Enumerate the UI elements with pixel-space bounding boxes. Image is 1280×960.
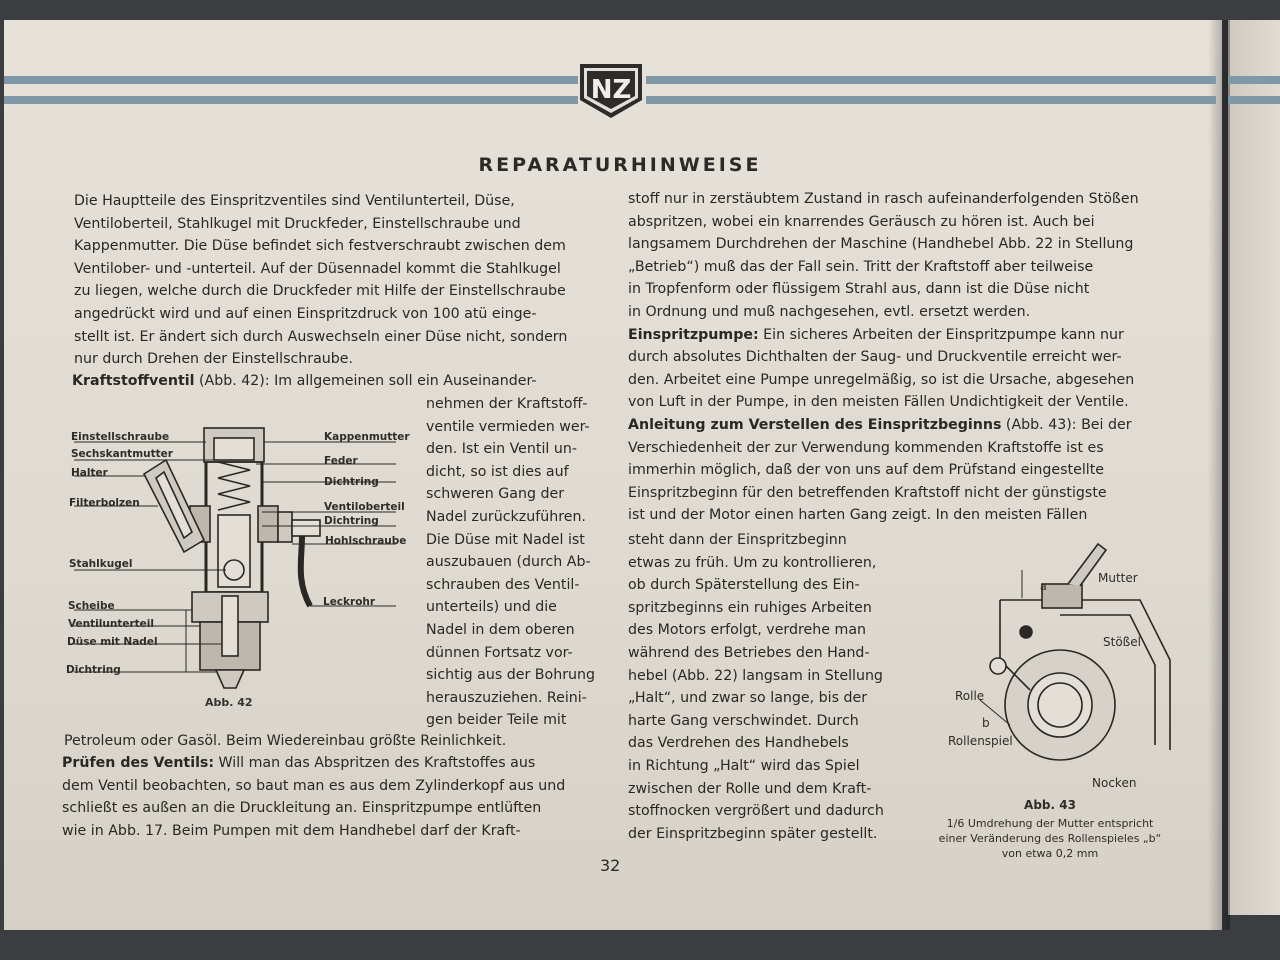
figure-43-cam-drawing: [930, 540, 1190, 790]
pruefen-line: schließt es außen an die Druckleitung an. Einspritzpumpe entlüften: [62, 800, 542, 817]
intro-line: zu liegen, welche durch die Druckfeder mit Hilfe der Einstellschraube: [74, 283, 566, 300]
intro-paragraph: [74, 190, 602, 371]
fig43-note-line: von etwa 0,2 mm: [1001, 847, 1099, 860]
narrow-line: Nadel in dem oberen: [426, 621, 575, 638]
right-line: stoff nur in zerstäubtem Zustand in rasch aufeinanderfolgenden Stößen: [628, 191, 1139, 207]
anleitung-line: Einspritzbeginn für den betreffenden Kraftstoff nicht der günstigste: [628, 484, 1107, 501]
fig42-label: Sechskantmutter: [71, 448, 173, 460]
kraftstoff-heading: Kraftstoffventil: [72, 373, 195, 389]
narrow-line: dicht, so ist dies auf: [426, 463, 569, 480]
fig43-label: Mutter: [1098, 571, 1138, 585]
fig42-label: Hohlschraube: [325, 535, 407, 547]
page-title: REPARATURHINWEISE: [478, 154, 762, 176]
right-line: abspritzen, wobei ein knarrendes Geräusch zu hören ist. Auch bei: [628, 213, 1095, 230]
narrow-line: ventile vermieden wer-: [426, 418, 590, 435]
next-page-edge: [1228, 20, 1280, 915]
fig43-label: Nocken: [1092, 776, 1137, 790]
header-stripe-right: [646, 76, 1216, 84]
pruefen-line: wie in Abb. 17. Beim Pumpen mit dem Handhebel darf der Kraft-: [62, 822, 521, 839]
page-fold-shadow: [1208, 20, 1230, 930]
pumpe-line: Ein sicheres Arbeiten der Einspritzpumpe kann nur: [758, 326, 1124, 343]
pumpe-line: den. Arbeitet eine Pumpe unregelmäßig, so ist die Ursache, abgesehen: [628, 371, 1135, 388]
fig43-caption: Abb. 43: [1024, 798, 1076, 812]
pruefen-paragraph: [62, 752, 602, 842]
narrow-right-line: zwischen der Rolle und dem Kraft-: [628, 780, 872, 797]
intro-line: angedrückt wird und auf einen Einspritzdruck von 100 atü einge-: [74, 305, 537, 322]
fig42-label: Filterbolzen: [69, 497, 140, 509]
right-narrow-paragraph: [628, 529, 900, 845]
fig43-label: Rollenspiel: [948, 734, 1013, 748]
pruefen-heading: Prüfen des Ventils:: [62, 755, 215, 771]
intro-line: stellt ist. Er ändert sich durch Auswechseln einer Düse nicht, sondern: [74, 328, 568, 345]
pumpe-line: durch absolutes Dichthalten der Saug- und Druckventile erreicht wer-: [628, 349, 1122, 366]
fig42-label: Dichtring: [324, 515, 379, 527]
next-page-stripe: [1228, 76, 1280, 84]
kraftstoff-narrow-text: [426, 393, 602, 732]
fig42-label: Dichtring: [324, 476, 379, 488]
pruefen-line: dem Ventil beobachten, so baut man es aus dem Zylinderkopf aus und: [62, 777, 566, 794]
header-stripe-right-2: [646, 96, 1216, 104]
fig42-caption: Abb. 42: [205, 696, 253, 709]
header-stripe-left: [4, 76, 578, 84]
intro-line: Die Hauptteile des Einspritzventiles sind Ventilunterteil, Düse,: [74, 193, 515, 209]
narrow-line: auszubauen (durch Ab-: [426, 554, 591, 571]
right-line: „Betrieb“) muß das der Fall sein. Tritt der Kraftstoff aber teilweise: [628, 258, 1094, 275]
narrow-right-line: des Motors erfolgt, verdrehe man: [628, 622, 867, 639]
intro-line: nur durch Drehen der Einstellschraube.: [74, 351, 354, 368]
narrow-line: Die Düse mit Nadel ist: [426, 531, 585, 548]
fig42-label: Ventilunterteil: [68, 618, 154, 630]
fig42-label: Leckrohr: [323, 596, 376, 608]
narrow-right-line: spritzbeginns ein ruhiges Arbeiten: [628, 599, 872, 616]
nz-logo: [576, 60, 646, 120]
fig43-note-line: 1/6 Umdrehung der Mutter entspricht: [946, 817, 1154, 830]
fig42-label: Einstellschraube: [71, 431, 170, 443]
narrow-line: schrauben des Ventil-: [426, 576, 580, 593]
anleitung-line: immerhin möglich, daß der von uns auf dem Prüfstand eingestellte: [628, 462, 1105, 479]
page-number: 32: [600, 856, 621, 875]
anleitung-heading: Anleitung zum Verstellen des Einspritzbeginns: [628, 416, 1002, 433]
fig43-note-line: einer Veränderung des Rollenspieles „b“: [938, 832, 1162, 845]
narrow-line: nehmen der Kraftstoff-: [426, 396, 588, 412]
narrow-right-line: stoffnocken vergrößert und dadurch: [628, 803, 884, 820]
kraftstoff-heading-line: [72, 370, 602, 393]
right-line: in Ordnung und muß nachgesehen, evtl. ersetzt werden.: [628, 303, 1031, 320]
intro-line: Ventiloberteil, Stahlkugel mit Druckfeder, Einstellschraube und: [74, 215, 521, 232]
fig43-label: Rolle: [955, 689, 985, 703]
after-fig-text: Petroleum oder Gasöl. Beim Wiedereinbau größte Reinlichkeit.: [64, 733, 507, 749]
anleitung-line: ist und der Motor einen harten Gang zeigt. In den meisten Fällen: [628, 507, 1088, 524]
narrow-right-line: ob durch Späterstellung des Ein-: [628, 577, 860, 594]
narrow-right-line: das Verdrehen des Handhebels: [628, 735, 849, 752]
pruefen-line: Will man das Abspritzen des Kraftstoffes aus: [214, 755, 536, 771]
narrow-right-line: der Einspritzbeginn später gestellt.: [628, 825, 878, 842]
narrow-right-line: harte Gang verschwindet. Durch: [628, 712, 859, 729]
narrow-line: Nadel zurückzuführen.: [426, 508, 586, 525]
logo-text: NZ: [590, 75, 632, 105]
narrow-line: den. Ist ein Ventil un-: [426, 441, 577, 458]
kraftstoff-text: (Abb. 42): Im allgemeinen soll ein Auseinander-: [194, 373, 537, 389]
fig42-label: Ventiloberteil: [324, 501, 405, 513]
narrow-line: dünnen Fortsatz vor-: [426, 644, 573, 661]
fig42-label: Scheibe: [68, 600, 115, 612]
fig42-label: Kappenmutter: [324, 431, 410, 443]
fig42-label: Stahlkugel: [69, 558, 133, 570]
fig42-label: Halter: [71, 467, 108, 479]
fig43-label: a: [1040, 580, 1047, 593]
pumpe-heading: Einspritzpumpe:: [628, 326, 759, 343]
anleitung-line: (Abb. 43): Bei der: [1001, 416, 1132, 433]
right-line: in Tropfenform oder flüssigem Strahl aus, dann ist die Düse nicht: [628, 281, 1090, 298]
intro-line: Ventilober- und -unterteil. Auf der Düsennadel kommt die Stahlkugel: [74, 260, 561, 277]
narrow-line: schweren Gang der: [426, 486, 565, 503]
narrow-right-line: „Halt“, und zwar so lange, bis der: [628, 690, 868, 707]
narrow-right-line: in Richtung „Halt“ wird das Spiel: [628, 757, 860, 774]
right-line: langsamem Durchdrehen der Maschine (Handhebel Abb. 22 in Stellung: [628, 236, 1134, 253]
after-figure-line: [64, 730, 604, 753]
pumpe-line: von Luft in der Pumpe, in den meisten Fällen Undichtigkeit der Ventile.: [628, 394, 1129, 411]
narrow-line: sichtig aus der Bohrung: [426, 667, 596, 684]
narrow-right-line: etwas zu früh. Um zu kontrollieren,: [628, 554, 877, 571]
anleitung-line: Verschiedenheit der zur Verwendung kommenden Kraftstoffe ist es: [628, 439, 1104, 456]
fig43-label: Stößel: [1103, 635, 1141, 649]
narrow-right-line: steht dann der Einspritzbeginn: [628, 532, 847, 548]
next-page-stripe-2: [1228, 96, 1280, 104]
narrow-right-line: hebel (Abb. 22) langsam in Stellung: [628, 667, 883, 684]
intro-line: Kappenmutter. Die Düse befindet sich festverschraubt zwischen dem: [74, 238, 566, 255]
fig42-label: Feder: [324, 455, 358, 467]
fig43-caption-block: [915, 798, 1185, 861]
narrow-line: gen beider Teile mit: [426, 712, 567, 729]
right-top-paragraph: [628, 188, 1171, 527]
narrow-line: herauszuziehen. Reini-: [426, 689, 587, 706]
fig42-label: Düse mit Nadel: [67, 636, 158, 648]
narrow-right-line: während des Betriebes den Hand-: [628, 644, 870, 661]
header-stripe-left-2: [4, 96, 578, 104]
fig43-label: b: [982, 716, 990, 730]
narrow-line: unterteils) und die: [426, 599, 557, 616]
fig42-label: Dichtring: [66, 664, 121, 676]
